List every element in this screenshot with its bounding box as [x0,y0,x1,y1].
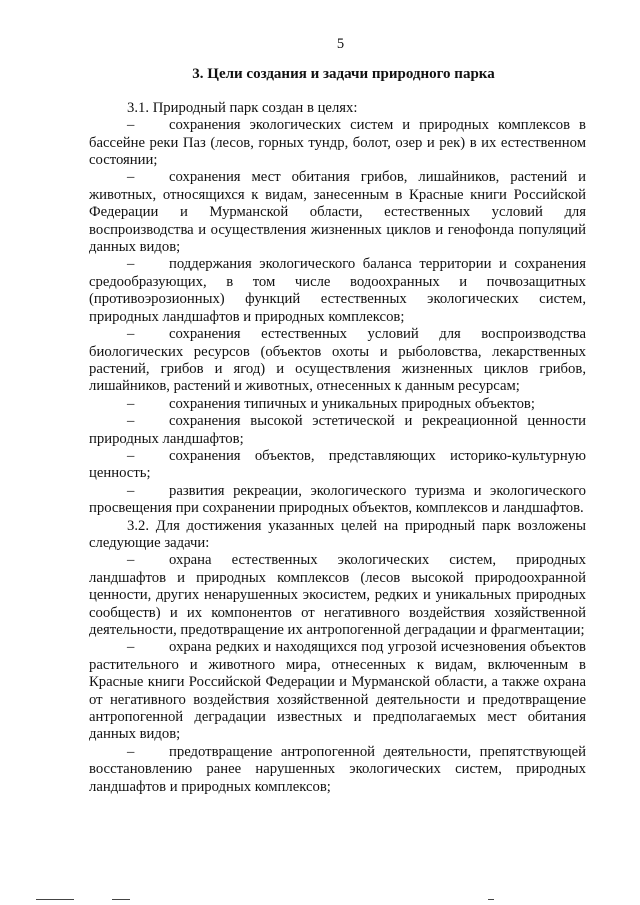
dash-marker: – [127,743,135,760]
dash-marker: – [127,326,135,343]
scan-mark [488,899,494,900]
goal-item [89,169,586,256]
dash-marker: – [127,169,135,186]
goal-item [89,396,586,413]
goal-item-text: поддержания экологического баланса территории и сохранения средообразующих, в том числе водоохранных и почвозащитных (противоэрозионных) функций естественных экологических систем, природных ландшафтов и природных комплексов; [89,256,586,325]
tasks-intro: 3.2. Для достижения указанных целей на природный парк возложены следующие задачи: [89,517,586,551]
goal-item [89,483,586,518]
dash-marker: – [127,413,135,430]
dash-marker: – [127,395,135,412]
goal-item [89,326,586,396]
document-page [89,36,586,796]
section-title: 3. Цели создания и задачи природного парка [192,66,495,83]
dash-marker: – [127,447,135,464]
scan-mark [112,899,130,900]
goal-item-text: сохранения мест обитания грибов, лишайников, растений и животных, относящихся к видам, занесенным в Красные книги Российской Федерации и Мурманской области, естественных условий для воспроизводства и осуществления жизненных циклов и генофонда популяций данных видов; [89,169,586,256]
goal-item [89,448,586,483]
scan-edge-marks [0,895,640,905]
dash-marker: – [127,117,135,134]
tasks-section [89,518,586,797]
goal-item [89,256,586,326]
scan-mark [36,899,74,900]
task-item-text: охрана редких и находящихся под угрозой исчезновения объектов растительного и животного мира, отнесенных к видам, включенным в Красные книги Российской Федерации и Мурманской области, а также охрана от негативного воздействия хозяйственной деятельности и предотвращение антропогенной деградации известных и предполагаемых мест обитания данных видов; [89,639,586,743]
goals-section [89,100,586,518]
task-item-text: предотвращение антропогенной деятельности, препятствующей восстановлению ранее нарушенных экологических систем, природных ландшафтов и природных комплексов; [89,743,586,795]
goals-intro: 3.1. Природный парк создан в целях: [127,99,358,116]
goal-item-text: сохранения экологических систем и природных комплексов в бассейне реки Паз (лесов, горных тундр, болот, озер и рек) в их естественном состоянии; [89,117,586,169]
goal-item-text: сохранения естественных условий для воспроизводства биологических ресурсов (объектов охоты и рыболовства, лекарственных растений, грибов и ягод) и осуществления жизненных циклов грибов, лишайников, растений и животных, отнесенных к данным ресурсам; [89,326,586,395]
dash-marker: – [127,639,135,656]
task-item [89,552,586,639]
goal-item-text: сохранения высокой эстетической и рекреационной ценности природных ландшафтов; [89,413,586,447]
dash-marker: – [127,552,135,569]
goal-item [89,117,586,169]
task-item [89,744,586,796]
dash-marker: – [127,256,135,273]
page-number: 5 [336,36,345,52]
task-item [89,639,586,743]
task-item-text: охрана естественных экологических систем, природных ландшафтов и природных комплексов (лесов высокой природоохранной ценности, других ненарушенных экосистем, редких и уникальных природных сообществ) и их компонентов от негативного воздействия хозяйственной деятельности, предотвращение их антропогенной деградации и фрагментации; [89,552,586,638]
goal-item-text: сохранения объектов, представляющих историко-культурную ценность; [89,447,586,482]
goal-item-text: развития рекреации, экологического туризма и экологического просвещения при сохранении природных объектов, комплексов и ландшафтов. [89,482,586,517]
dash-marker: – [127,482,135,499]
goal-item-text: сохранения типичных и уникальных природных объектов; [169,395,535,412]
goal-item [89,413,586,448]
